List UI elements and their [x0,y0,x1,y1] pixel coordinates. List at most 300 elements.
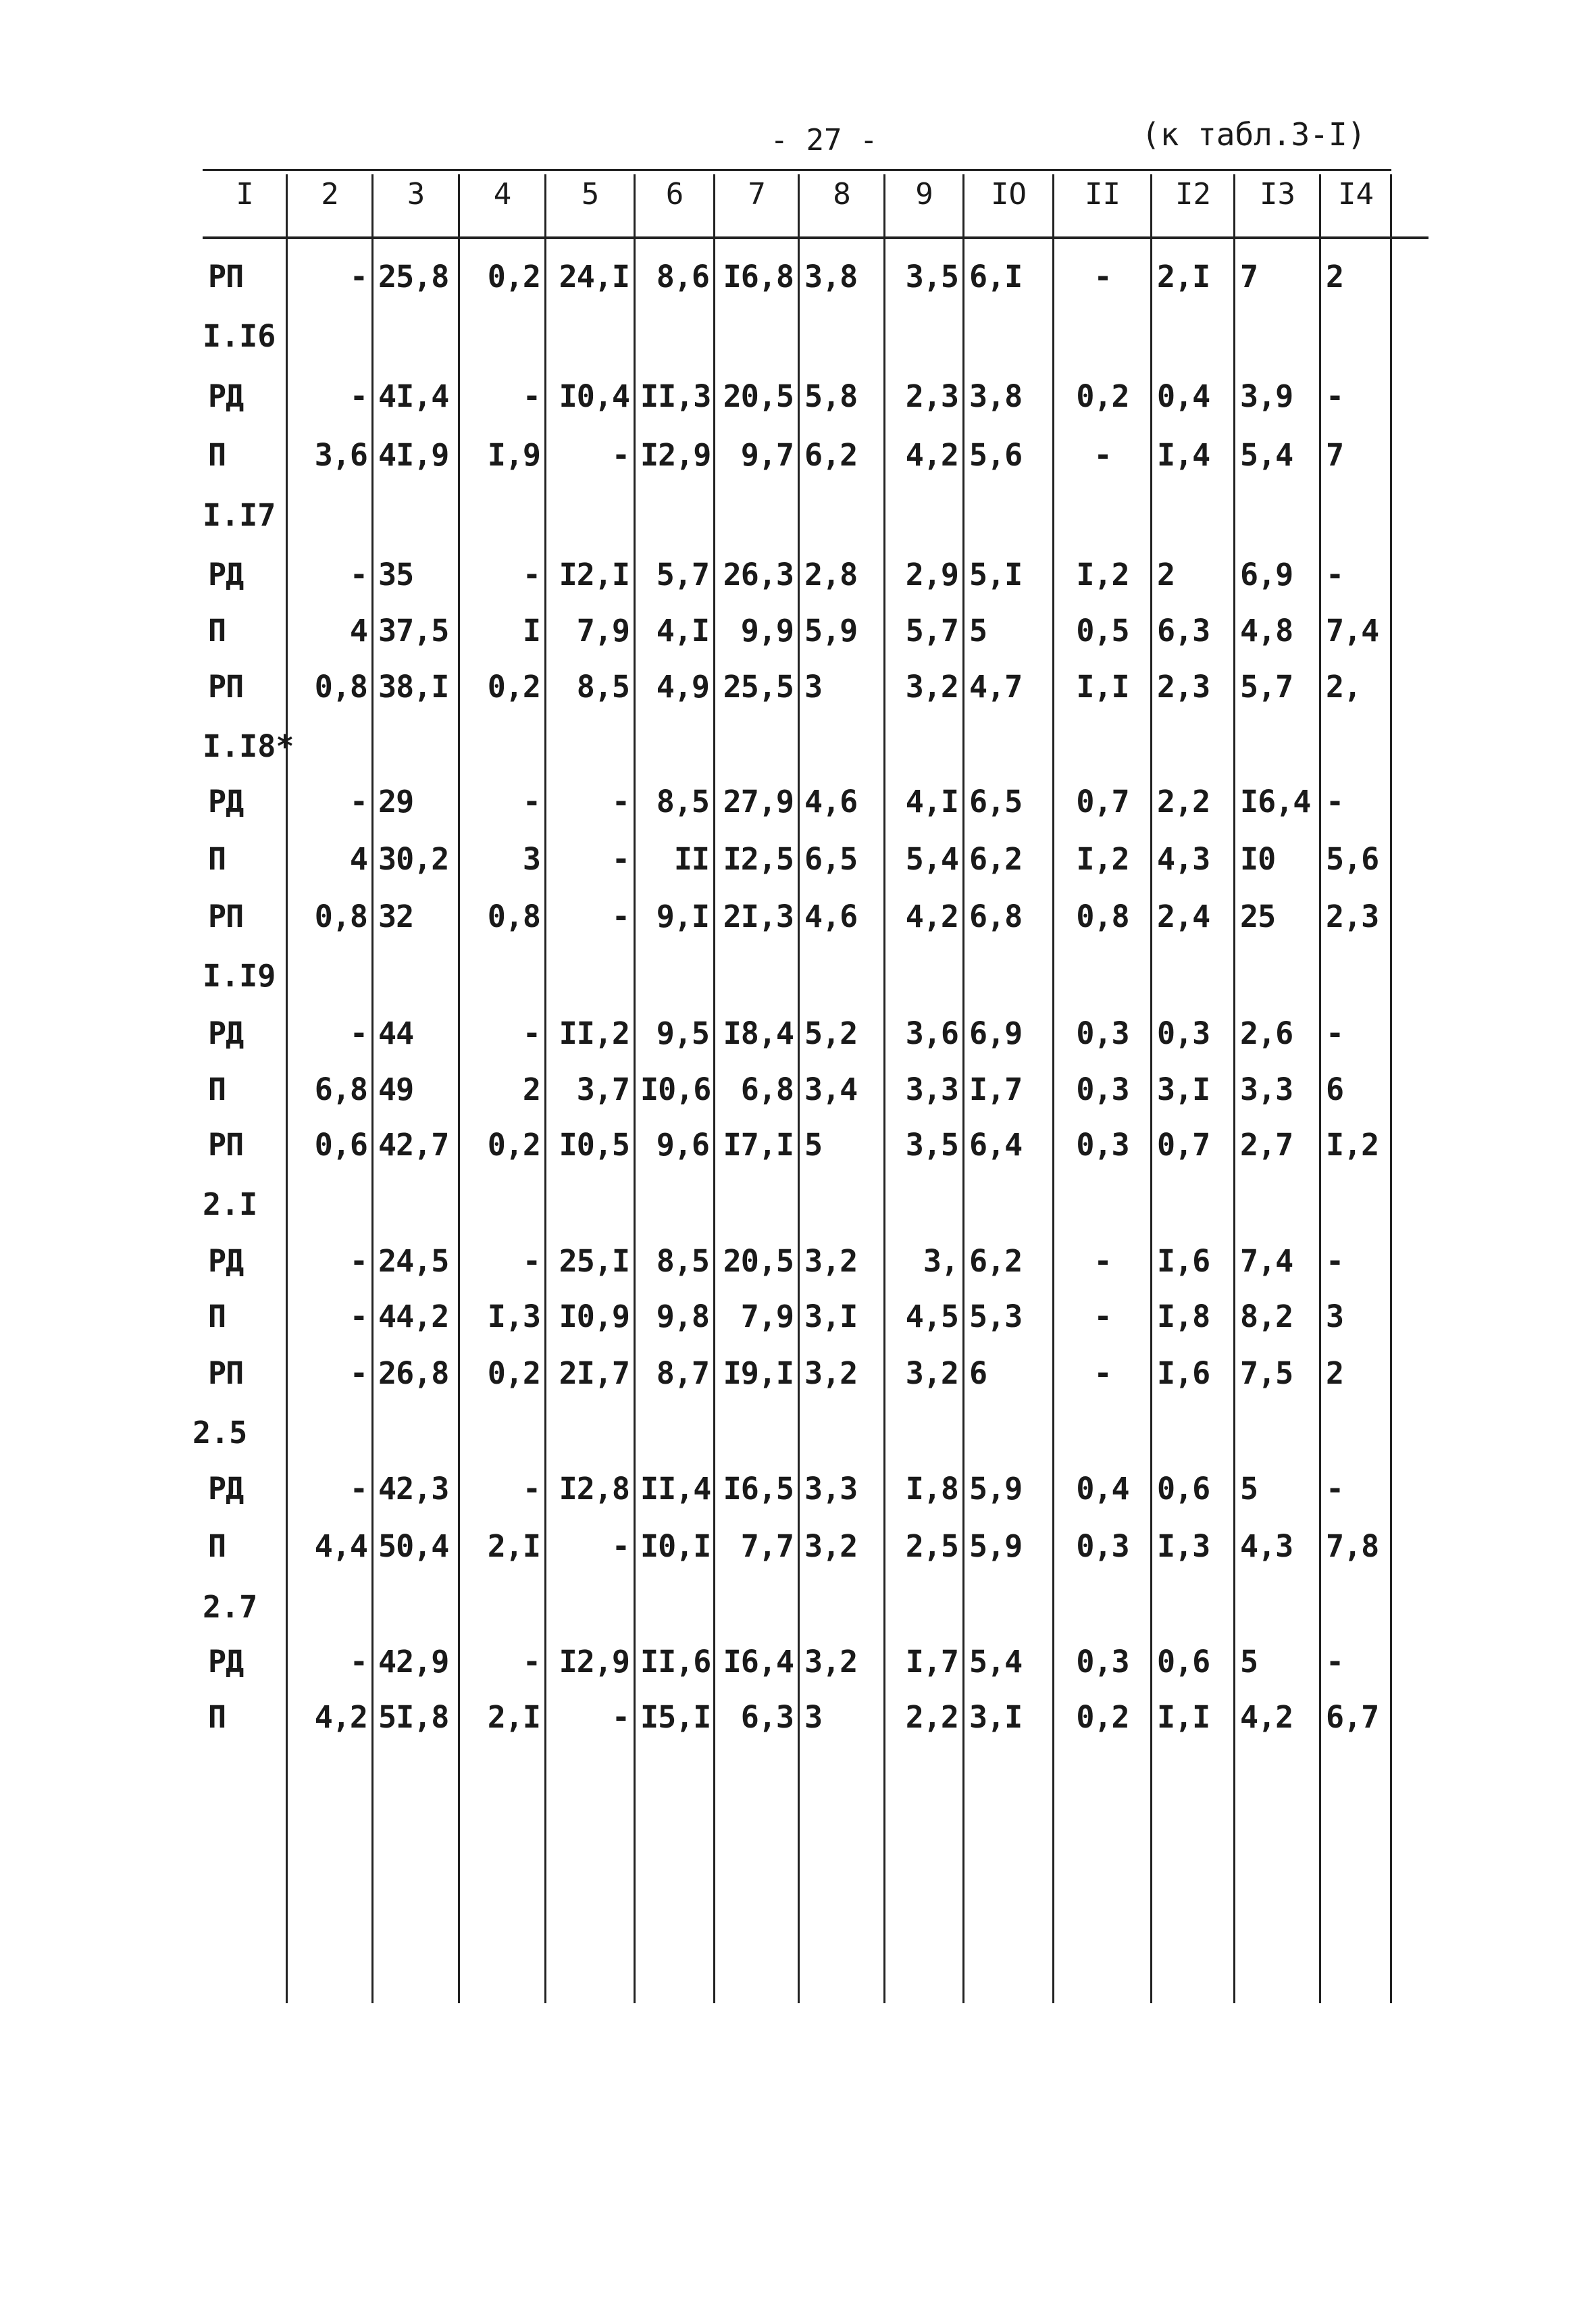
table-cell: 4,I [905,784,958,820]
table-cell: 0,8 [487,899,540,934]
table-cell: I8,4 [723,1015,794,1051]
table-cell: 3 [804,669,823,705]
table-cell: 5,9 [969,1528,1023,1564]
table-cell: 0,8 [314,899,367,934]
table-cell: 38,I [378,669,449,705]
table-cell: 25,5 [723,669,794,705]
table-cell: I,2 [1326,1127,1379,1163]
table-cell: I,2 [1076,557,1129,593]
column-header: I2 [1175,177,1211,211]
table-cell: - [611,841,629,877]
page-number: - 27 - [770,123,878,157]
table-cell: 5,2 [804,1015,858,1051]
table-cell: I,9 [487,437,540,473]
table-cell: I6,5 [723,1471,794,1507]
table-cell: I,I [1157,1699,1210,1735]
table-cell: 7,8 [1326,1528,1379,1564]
row-label: РД [208,1471,244,1507]
table-cell: 24,I [559,259,629,295]
table-cell: 42,7 [378,1127,449,1163]
table-cell: 4 [349,613,367,649]
row-label: РД [208,1015,244,1051]
table-cell: - [1326,784,1344,820]
table-cell: - [349,784,367,820]
table-cell: - [522,1644,540,1680]
table-cell: I6,4 [1240,784,1311,820]
table-cell: 42,3 [378,1471,449,1507]
column-header: 3 [407,177,426,211]
table-cell: 5 [1240,1644,1258,1680]
table-cell: 2,8 [804,557,858,593]
table-cell: - [611,437,629,473]
table-cell: I0,9 [559,1299,629,1334]
table-cell: 5 [1240,1471,1258,1507]
table-cell: 2,6 [1240,1015,1293,1051]
table-cell: 3,I [804,1299,858,1334]
table-cell: 3,2 [804,1355,858,1391]
table-cell: 0,4 [1076,1471,1129,1507]
row-label: П [208,841,226,877]
table-cell: 3,2 [804,1528,858,1564]
column-separator [286,174,288,2003]
row-label: П [208,1699,226,1735]
table-cell: 2 [1326,1355,1344,1391]
table-cell: 2 [522,1072,540,1107]
table-cell: 0,3 [1076,1528,1129,1564]
table-cell: I0,6 [640,1072,711,1107]
table-cell: - [1093,1299,1112,1334]
table-cell: 8,5 [656,1243,709,1279]
row-label: П [208,613,226,649]
row-label: РП [208,259,244,295]
table-cell: 4,6 [804,899,858,934]
table-cell: 2,I [487,1528,540,1564]
table-cell: 6,9 [1240,557,1293,593]
column-header: 7 [748,177,766,211]
group-label: I.I9 [203,958,276,994]
table-cell: 2,I [487,1699,540,1735]
table-cell: 25,I [559,1243,629,1279]
column-separator [1233,174,1235,2003]
column-separator [713,174,715,2003]
table-cell: 3,I [1157,1072,1210,1107]
table-cell: 44 [378,1015,414,1051]
table-cell: 2,5 [905,1528,958,1564]
row-label: РП [208,669,244,705]
column-header: 6 [665,177,684,211]
column-separator [371,174,374,2003]
table-cell: 4,I [656,613,709,649]
table-cell: 3,3 [1240,1072,1293,1107]
table-cell: 3,2 [804,1644,858,1680]
table-cell: 0,8 [314,669,367,705]
table-cell: 2,3 [1157,669,1210,705]
table-cell: 2,7 [1240,1127,1293,1163]
table-top-rule [203,169,1391,171]
table-cell: 8,6 [656,259,709,295]
table-cell: 2,3 [1326,899,1379,934]
table-cell: 9,5 [656,1015,709,1051]
column-separator [458,174,460,2003]
table-cell: 6,3 [1157,613,1210,649]
table-cell: 4I,9 [378,437,449,473]
table-cell: 5,7 [905,613,958,649]
table-cell: I,7 [905,1644,958,1680]
table-cell: - [522,1243,540,1279]
table-cell: I [522,613,540,649]
table-cell: 3,8 [969,378,1023,414]
table-cell: - [611,1699,629,1735]
table-cell: 49 [378,1072,414,1107]
table-cell: I2,9 [640,437,711,473]
table-cell: 3,2 [905,1355,958,1391]
table-cell: 0,2 [1076,1699,1129,1735]
row-label: РП [208,1127,244,1163]
table-cell: - [349,1243,367,1279]
table-cell: 3,9 [1240,378,1293,414]
row-label: РП [208,899,244,934]
table-cell: 5I,8 [378,1699,449,1735]
table-cell: 3,5 [905,1127,958,1163]
table-cell: 7,7 [740,1528,794,1564]
table-cell: 4,2 [314,1699,367,1735]
table-cell: I,2 [1076,841,1129,877]
column-header: 8 [833,177,851,211]
row-label: РД [208,557,244,593]
table-cell: - [522,1015,540,1051]
table-cell: II,2 [559,1015,629,1051]
table-cell: I0,4 [559,378,629,414]
row-label: РД [208,378,244,414]
table-cell: 8,2 [1240,1299,1293,1334]
table-cell: 6 [969,1355,987,1391]
column-header: II [1085,177,1121,211]
table-cell: 6,8 [969,899,1023,934]
table-cell: 9,7 [740,437,794,473]
table-cell: - [522,557,540,593]
table-cell: 9,I [656,899,709,934]
table-cell: 6,2 [969,1243,1023,1279]
table-cell: I6,8 [723,259,794,295]
table-cell: - [1326,1243,1344,1279]
table-cell: - [349,1471,367,1507]
table-cell: 5 [969,613,987,649]
table-cell: - [349,1644,367,1680]
table-cell: 6,8 [740,1072,794,1107]
table-cell: 7 [1240,259,1258,295]
table-cell: 6 [1326,1072,1344,1107]
table-cell: 7 [1326,437,1344,473]
table-cell: 3,2 [804,1243,858,1279]
column-separator [1390,174,1392,2003]
table-cell: I,6 [1157,1355,1210,1391]
table-cell: 5,6 [969,437,1023,473]
table-cell: - [522,784,540,820]
table-cell: 2,I [1157,259,1210,295]
table-cell: 3,6 [314,437,367,473]
table-cell: I,3 [1157,1528,1210,1564]
column-separator [883,174,885,2003]
table-cell: I,8 [905,1471,958,1507]
table-cell: 2I,3 [723,899,794,934]
table-cell: I,6 [1157,1243,1210,1279]
table-cell: 5,4 [1240,437,1293,473]
column-separator [1319,174,1321,2003]
table-cell: 2 [1157,557,1175,593]
table-cell: I2,I [559,557,629,593]
table-cell: 7,9 [740,1299,794,1334]
table-cell: II,6 [640,1644,711,1680]
column-header: IO [991,177,1027,211]
table-cell: - [1326,1644,1344,1680]
table-cell: 9,8 [656,1299,709,1334]
column-separator [962,174,964,2003]
table-cell: 6,5 [969,784,1023,820]
table-cell: 7,4 [1326,613,1379,649]
table-cell: - [1326,378,1344,414]
table-cell: 37,5 [378,613,449,649]
table-cell: 6,9 [969,1015,1023,1051]
table-cell: 0,5 [1076,613,1129,649]
table-cell: I2,8 [559,1471,629,1507]
table-cell: 2I,7 [559,1355,629,1391]
table-cell: - [1326,557,1344,593]
column-header: I [236,177,254,211]
table-cell: - [1093,259,1112,295]
table-cell: 0,6 [314,1127,367,1163]
table-cell: I0 [1240,841,1276,877]
table-cell: 0,4 [1157,378,1210,414]
table-cell: 0,3 [1157,1015,1210,1051]
table-cell: 0,8 [1076,899,1129,934]
table-cell: 0,3 [1076,1015,1129,1051]
table-cell: 3,3 [905,1072,958,1107]
table-cell: 5,9 [969,1471,1023,1507]
table-cell: I2,5 [723,841,794,877]
table-cell: 9,9 [740,613,794,649]
row-label: П [208,1299,226,1334]
table-cell: 4I,4 [378,378,449,414]
table-cell: 3,4 [804,1072,858,1107]
table-cell: - [1093,1355,1112,1391]
table-cell: 6,I [969,259,1023,295]
table-cell: 5,7 [656,557,709,593]
row-label: РД [208,1243,244,1279]
table-cell: 5,I [969,557,1023,593]
table-cell: 0,7 [1157,1127,1210,1163]
row-label: П [208,437,226,473]
table-cell: I,8 [1157,1299,1210,1334]
table-cell: - [349,1299,367,1334]
table-cell: - [1326,1471,1344,1507]
table-cell: 0,6 [1157,1644,1210,1680]
table-cell: I,4 [1157,437,1210,473]
table-cell: 7,5 [1240,1355,1293,1391]
row-label: П [208,1072,226,1107]
table-cell: 3 [522,841,540,877]
table-cell: 0,2 [487,259,540,295]
table-cell: 25 [1240,899,1276,934]
table-cell: 4,2 [1240,1699,1293,1735]
group-label: 2.7 [203,1589,258,1625]
table-cell: 6,2 [804,437,858,473]
table-cell: 32 [378,899,414,934]
table-cell: 6,4 [969,1127,1023,1163]
table-cell: 0,2 [487,1355,540,1391]
table-cell: 2,4 [1157,899,1210,934]
table-cell: 5,6 [1326,841,1379,877]
table-cell: 3 [804,1699,823,1735]
column-separator [798,174,800,2003]
table-cell: 2, [1326,669,1362,705]
table-cell: 3,8 [804,259,858,295]
table-cell: 3,5 [905,259,958,295]
table-cell: 8,5 [576,669,629,705]
table-cell: 6,7 [1326,1699,1379,1735]
table-cell: I6,4 [723,1644,794,1680]
table-cell: 2,2 [1157,784,1210,820]
table-cell: 0,2 [1076,378,1129,414]
table-cell: 25,8 [378,259,449,295]
table-cell: 2,9 [905,557,958,593]
table-cell: 2,3 [905,378,958,414]
group-label: I.I6 [203,318,276,354]
table-cell: 5,8 [804,378,858,414]
table-cell: 7,9 [576,613,629,649]
table-cell: 20,5 [723,1243,794,1279]
group-label: I.I7 [203,497,276,533]
table-cell: 3,6 [905,1015,958,1051]
table-cell: 29 [378,784,414,820]
table-cell: - [1093,1243,1112,1279]
row-label: РД [208,784,244,820]
table-cell: 0,2 [487,669,540,705]
table-cell: 5 [804,1127,823,1163]
table-cell: 9,6 [656,1127,709,1163]
table-cell: 4,6 [804,784,858,820]
table-cell: 3,3 [804,1471,858,1507]
table-cell: 6,2 [969,841,1023,877]
table-cell: - [349,378,367,414]
column-separator [1150,174,1152,2003]
table-cell: - [1326,1015,1344,1051]
table-cell: 0,6 [1157,1471,1210,1507]
table-cell: - [349,259,367,295]
table-cell: 4,5 [905,1299,958,1334]
table-cell: 24,5 [378,1243,449,1279]
table-cell: 4,4 [314,1528,367,1564]
table-cell: 26,3 [723,557,794,593]
table-cell: 4 [349,841,367,877]
table-cell: 0,3 [1076,1127,1129,1163]
row-label: РД [208,1644,244,1680]
table-cell: 6,3 [740,1699,794,1735]
table-cell: 8,5 [656,784,709,820]
table-cell: 3,7 [576,1072,629,1107]
table-cell: - [349,557,367,593]
table-reference-note: (к табл.3-I) [1141,116,1366,153]
table-cell: - [611,899,629,934]
table-cell: 27,9 [723,784,794,820]
group-label: 2.5 [192,1415,248,1451]
table-cell: 0,2 [487,1127,540,1163]
table-cell: - [1093,437,1112,473]
table-cell: 4,3 [1240,1528,1293,1564]
table-cell: 8,7 [656,1355,709,1391]
column-separator [544,174,546,2003]
table-cell: 6,8 [314,1072,367,1107]
table-cell: 0,7 [1076,784,1129,820]
table-cell: 3, [923,1243,958,1279]
table-cell: 20,5 [723,378,794,414]
table-cell: 30,2 [378,841,449,877]
column-header: 5 [581,177,600,211]
table-cell: - [522,378,540,414]
column-separator [1052,174,1054,2003]
table-cell: I0,I [640,1528,711,1564]
column-header: 9 [915,177,933,211]
table-cell: - [522,1471,540,1507]
table-cell: I,3 [487,1299,540,1334]
table-cell: I,I [1076,669,1129,705]
row-label: П [208,1528,226,1564]
table-cell: 4,2 [905,437,958,473]
table-cell: I7,I [723,1127,794,1163]
table-cell: 42,9 [378,1644,449,1680]
column-separator [634,174,636,2003]
table-cell: 3,I [969,1699,1023,1735]
table-cell: 4,2 [905,899,958,934]
table-cell: - [611,1528,629,1564]
table-cell: 5,4 [905,841,958,877]
group-label: 2.I [203,1186,258,1222]
table-cell: 2 [1326,259,1344,295]
table-cell: 2,2 [905,1699,958,1735]
table-cell: I,7 [969,1072,1023,1107]
table-cell: 7,4 [1240,1243,1293,1279]
table-cell: I5,I [640,1699,711,1735]
column-header: I3 [1260,177,1295,211]
row-label: РП [208,1355,244,1391]
table-cell: 5,3 [969,1299,1023,1334]
column-header: 4 [493,177,512,211]
table-cell: 5,9 [804,613,858,649]
table-cell: 5,7 [1240,669,1293,705]
table-cell: 6,5 [804,841,858,877]
table-cell: - [611,784,629,820]
table-cell: 4,3 [1157,841,1210,877]
table-cell: II [673,841,709,877]
table-cell: 3,2 [905,669,958,705]
table-cell: 3 [1326,1299,1344,1334]
table-cell: 44,2 [378,1299,449,1334]
table-cell: 0,3 [1076,1072,1129,1107]
table-cell: - [349,1355,367,1391]
column-header: 2 [321,177,339,211]
table-cell: I2,9 [559,1644,629,1680]
column-header: I4 [1338,177,1374,211]
table-cell: I9,I [723,1355,794,1391]
table-cell: 4,7 [969,669,1023,705]
table-cell: II,3 [640,378,711,414]
table-cell: 5,4 [969,1644,1023,1680]
table-cell: I0,5 [559,1127,629,1163]
table-cell: 26,8 [378,1355,449,1391]
table-cell: 35 [378,557,414,593]
table-cell: 4,8 [1240,613,1293,649]
table-cell: 0,3 [1076,1644,1129,1680]
table-cell: 50,4 [378,1528,449,1564]
